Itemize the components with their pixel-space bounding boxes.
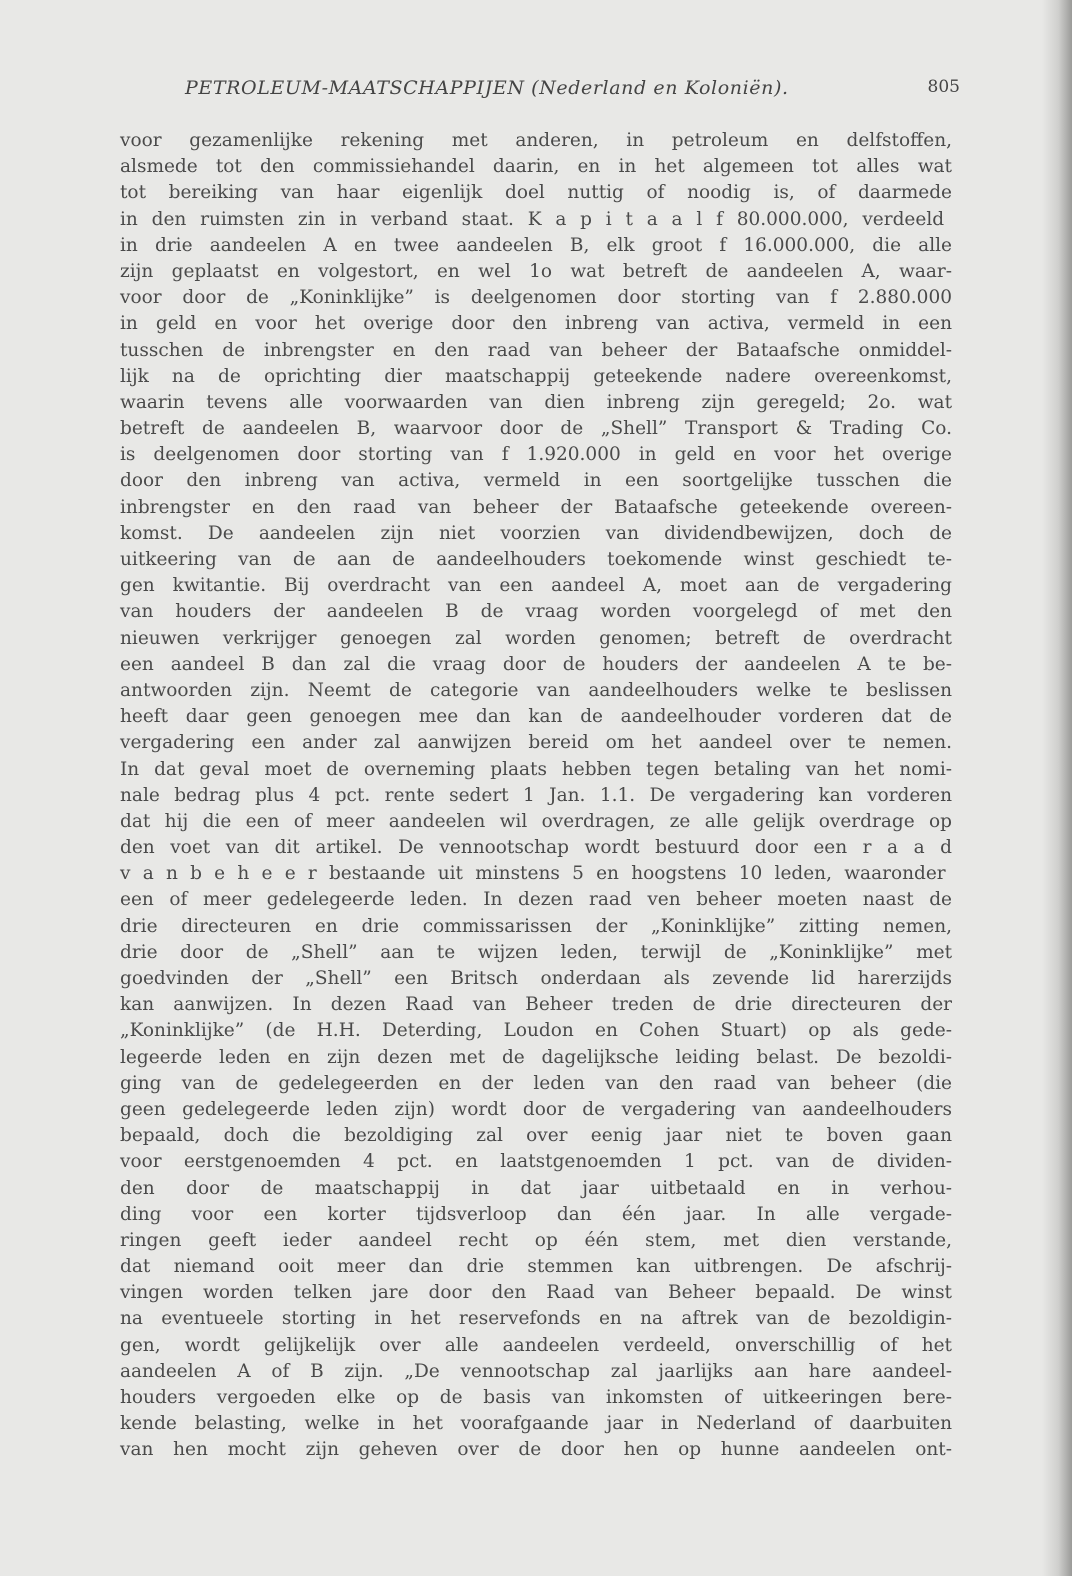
- text-line: van houders der aandeelen B de vraag worden voorgelegd of met den: [120, 601, 952, 623]
- text-line: inbrengster en den raad van beheer der Bataafsche geteekende overeen-: [120, 496, 952, 518]
- text-line: dat niemand ooit meer dan drie stemmen kan uitbrengen. De afschrij-: [120, 1256, 952, 1278]
- text-line: komst. De aandeelen zijn niet voorzien van dividendbewijzen, doch de: [120, 522, 952, 544]
- text-line: ringen geeft ieder aandeel recht op één stem, met dien verstande,: [120, 1229, 952, 1251]
- text-line: voor gezamenlijke rekening met anderen, in petroleum en delfstoffen,: [120, 130, 952, 151]
- text-line: „Koninklijke” (de H.H. Deterding, Loudon en Cohen Stuart) op als gede-: [120, 1020, 952, 1042]
- text-line: dat hij die een of meer aandeelen wil overdragen, ze alle gelijk overdrage op: [120, 810, 952, 832]
- text-line: drie door de „Shell” aan te wijzen leden, terwijl de „Koninklijke” met: [120, 941, 952, 963]
- text-line: kan aanwijzen. In dezen Raad van Beheer treden de drie directeuren der: [120, 994, 952, 1016]
- page-edge-shadow: [1042, 0, 1072, 1576]
- text-line: voor eerstgenoemden 4 pct. en laatstgenoemden 1 pct. van de dividen-: [120, 1151, 952, 1173]
- text-line: aandeelen A of B zijn. „De vennootschap zal jaarlijks aan hare aandeel-: [120, 1360, 952, 1382]
- text-line: drie directeuren en drie commissarissen der „Koninklijke” zitting nemen,: [120, 915, 952, 937]
- text-line: uitkeering van de aan de aandeelhouders toekomende winst geschiedt te-: [120, 549, 952, 570]
- text-line: bepaald, doch die bezoldiging zal over eenig jaar niet te boven gaan: [120, 1125, 952, 1147]
- text-line: den door de maatschappij in dat jaar uitbetaald en in verhou-: [120, 1177, 952, 1199]
- running-title: PETROLEUM-MAATSCHAPPIJEN (Nederland en Koloniën).: [185, 77, 789, 99]
- text-line: alsmede tot den commissiehandel daarin, en in het algemeen tot alles wat: [120, 156, 952, 178]
- text-line: lijk na de oprichting dier maatschappij geteekende nadere overeenkomst,: [120, 365, 952, 387]
- text-line: betreft de aandeelen B, waarvoor door de „Shell” Transport & Trading Co.: [120, 418, 952, 440]
- text-line: in drie aandeelen A en twee aandeelen B, elk groot f 16.000.000, die alle: [120, 234, 952, 256]
- body-text: [120, 128, 952, 1464]
- text-line: den voet van dit artikel. De vennootschap wordt bestuurd door een r a a d: [120, 837, 952, 859]
- text-line: voor door de „Koninklijke” is deelgenomen door storting van f 2.880.000: [120, 287, 952, 309]
- text-line: antwoorden zijn. Neemt de categorie van aandeelhouders welke te beslissen: [120, 679, 952, 701]
- text-line: gen kwitantie. Bij overdracht van een aandeel A, moet aan de vergadering: [120, 575, 952, 597]
- text-line: in den ruimsten zin in verband staat. K a p i t a a l f 80.000.000, verdeeld: [120, 208, 945, 230]
- text-line: vergadering een ander zal aanwijzen bereid om het aandeel over te nemen.: [120, 732, 952, 754]
- text-line: in geld en voor het overige door den inbreng van activa, vermeld in een: [120, 313, 952, 335]
- text-line: houders vergoeden elke op de basis van inkomsten of uitkeeringen bere-: [120, 1387, 952, 1408]
- text-line: heeft daar geen genoegen mee dan kan de aandeelhouder vorderen dat de: [120, 706, 952, 728]
- text-line: is deelgenomen door storting van f 1.920.000 in geld en voor het overige: [120, 444, 952, 466]
- page-header: [185, 77, 960, 105]
- text-line: een of meer gedelegeerde leden. In dezen raad ven beheer moeten naast de: [120, 889, 952, 911]
- text-line: goedvinden der „Shell” een Britsch onderdaan als zevende lid harerzijds: [120, 968, 952, 989]
- text-line: ding voor een korter tijdsverloop dan één jaar. In alle vergade-: [120, 1203, 952, 1225]
- text-line: v a n b e h e e r bestaande uit minstens 5 en hoogstens 10 leden, waaronder: [120, 863, 946, 885]
- text-line: tot bereiking van haar eigenlijk doel nuttig of noodig is, of daarmede: [120, 182, 952, 204]
- text-line: van hen mocht zijn geheven over de door hen op hunne aandeelen ont-: [120, 1439, 952, 1461]
- text-line: ging van de gedelegeerden en der leden van den raad van beheer (die: [120, 1072, 952, 1094]
- text-line: In dat geval moet de overneming plaats hebben tegen betaling van het nomi-: [120, 758, 952, 780]
- text-line: nieuwen verkrijger genoegen zal worden genomen; betreft de overdracht: [120, 627, 952, 649]
- text-line: zijn geplaatst en volgestort, en wel 1o wat betreft de aandeelen A, waar-: [120, 260, 952, 282]
- text-line: kende belasting, welke in het voorafgaande jaar in Nederland of daarbuiten: [120, 1413, 952, 1435]
- text-line: na eventueele storting in het reservefonds en na aftrek van de bezoldigin-: [120, 1308, 952, 1330]
- page-number: 805: [927, 77, 960, 97]
- text-line: een aandeel B dan zal die vraag door de houders der aandeelen A te be-: [120, 653, 952, 675]
- text-line: geen gedelegeerde leden zijn) wordt door de vergadering van aandeelhouders: [120, 1098, 952, 1120]
- text-line: gen, wordt gelijkelijk over alle aandeelen verdeeld, onverschillig of het: [120, 1334, 952, 1356]
- text-line: vingen worden telken jare door den Raad van Beheer bepaald. De winst: [120, 1282, 952, 1304]
- text-line: nale bedrag plus 4 pct. rente sedert 1 Jan. 1.1. De vergadering kan vorderen: [120, 784, 952, 806]
- text-line: tusschen de inbrengster en den raad van beheer der Bataafsche onmiddel-: [120, 339, 952, 361]
- text-line: door den inbreng van activa, vermeld in een soortgelijke tusschen die: [120, 470, 952, 492]
- text-line: legeerde leden en zijn dezen met de dagelijksche leiding belast. De bezoldi-: [120, 1046, 952, 1068]
- text-line: waarin tevens alle voorwaarden van dien inbreng zijn geregeld; 2o. wat: [120, 391, 952, 413]
